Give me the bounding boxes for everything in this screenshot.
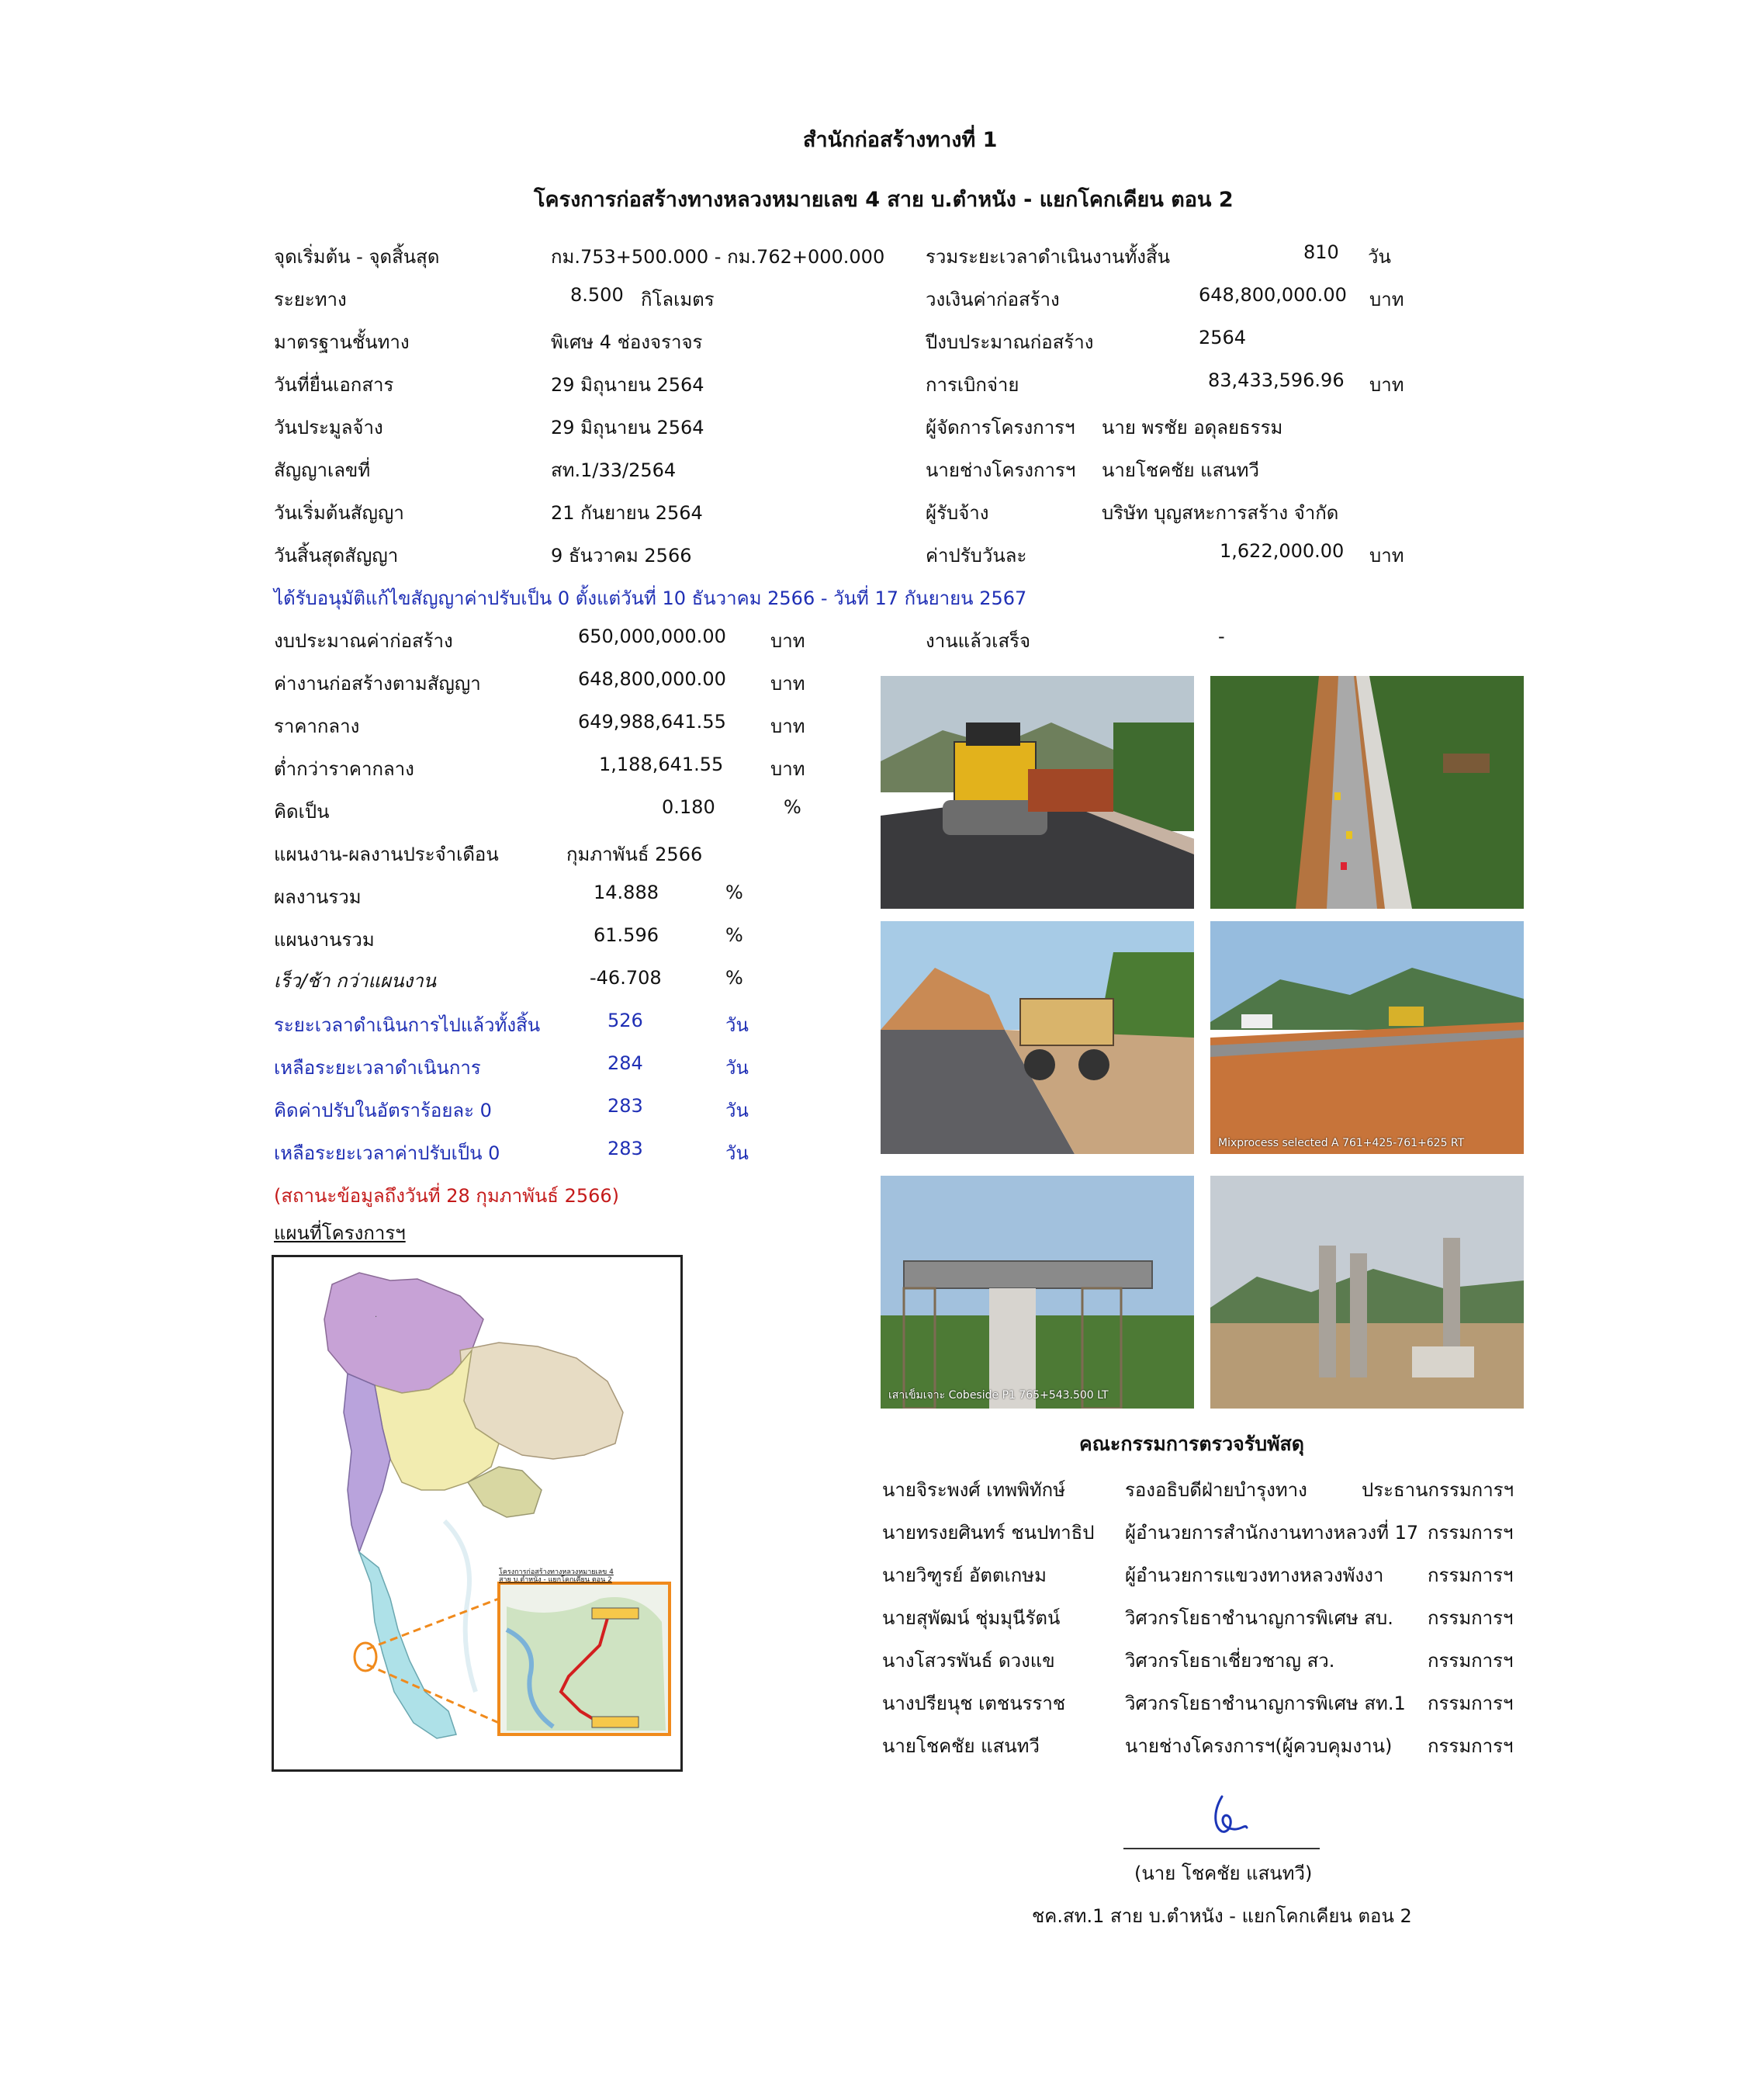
completed-label: งานแล้วเสร็จ <box>926 630 1031 652</box>
committee-position: รองอธิบดีฝ่ายบำรุงทาง <box>1125 1479 1307 1501</box>
progress-label: ผลงานรวม <box>274 886 362 908</box>
info-value: 29 มิถุนายน 2564 <box>551 417 704 438</box>
signature-mark <box>1199 1789 1261 1843</box>
time-unit: วัน <box>725 1100 749 1121</box>
info-unit: วัน <box>1368 246 1391 268</box>
photo-bridge-pier <box>881 1176 1194 1409</box>
progress-value: 14.888 <box>594 882 659 903</box>
project-map <box>272 1255 683 1772</box>
info-label: วันที่ยื่นเอกสาร <box>274 374 394 396</box>
photo-asphalt-paving <box>881 676 1194 909</box>
info-label: ค่าปรับวันละ <box>926 545 1027 567</box>
info-value: 21 กันยายน 2564 <box>551 502 703 524</box>
thailand-map-graphic <box>274 1257 680 1769</box>
info-value: บริษัท บุญสหะการสร้าง จำกัด <box>1102 502 1339 524</box>
time-value: 283 <box>607 1095 643 1117</box>
budget-value: 0.180 <box>662 796 715 818</box>
project-title: โครงการก่อสร้างทางหลวงหมายเลข 4 สาย บ.ตำหนัง - แยกโคกเคียน ตอน 2 <box>534 188 1234 212</box>
committee-position: วิศวกรโยธาชำนาญการพิเศษ สท.1 <box>1125 1693 1406 1714</box>
committee-position: ผู้อำนวยการแขวงทางหลวงพังงา <box>1125 1565 1384 1586</box>
info-label: ปีงบประมาณก่อสร้าง <box>926 331 1094 353</box>
plan-month-value: กุมภาพันธ์ 2566 <box>566 844 703 865</box>
signature-name: (นาย โชคชัย แสนทวี) <box>1134 1863 1313 1884</box>
status-note: (สถานะข้อมูลถึงวันที่ 28 กุมภาพันธ์ 2566) <box>274 1185 620 1207</box>
committee-role: กรรมการฯ <box>1428 1735 1514 1757</box>
time-value: 526 <box>607 1010 643 1031</box>
committee-name: นายจิระพงศ์ เทพพิทักษ์ <box>882 1479 1066 1501</box>
budget-unit: บาท <box>770 673 805 695</box>
committee-name: นางปรียนุช เตชนรราช <box>882 1693 1066 1714</box>
info-value: พิเศษ 4 ช่องจราจร <box>551 331 703 353</box>
progress-label: เร็ว/ช้า กว่าแผนงาน <box>274 970 437 992</box>
photo-mixprocess <box>1210 921 1524 1154</box>
budget-label: ค่างานก่อสร้างตามสัญญา <box>274 673 481 695</box>
committee-name: นายวิฑูรย์ อัตตเกษม <box>882 1565 1047 1586</box>
budget-value: 649,988,641.55 <box>578 711 726 733</box>
info-label: ผู้รับจ้าง <box>926 502 989 524</box>
info-label: รวมระยะเวลาดำเนินงานทั้งสิ้น <box>926 246 1171 268</box>
committee-position: ผู้อำนวยการสำนักงานทางหลวงที่ 17 <box>1125 1522 1419 1544</box>
photo-caption: เสาเข็มเจาะ Cobeside P1 765+543.500 LT <box>888 1389 1109 1402</box>
info-unit: บาท <box>1369 374 1404 396</box>
svg-text:·: · <box>375 1313 378 1322</box>
committee-position: นายช่างโครงการฯ(ผู้ควบคุมงาน) <box>1125 1735 1393 1757</box>
photo-grader-roadside <box>881 921 1194 1154</box>
info-label: นายช่างโครงการฯ <box>926 459 1076 481</box>
info-label: วงเงินค่าก่อสร้าง <box>926 289 1060 310</box>
committee-title: คณะกรรมการตรวจรับพัสดุ <box>1079 1433 1305 1455</box>
time-value: 283 <box>607 1138 643 1159</box>
committee-name: นางโสวรพันธ์ ดวงแข <box>882 1650 1055 1672</box>
progress-unit: % <box>725 924 743 946</box>
photo-piers-site <box>1210 1176 1524 1409</box>
time-label: เหลือระยะเวลาค่าปรับเป็น 0 <box>274 1142 500 1164</box>
info-label: ระยะทาง <box>274 289 347 310</box>
budget-unit: % <box>784 796 801 818</box>
time-value: 284 <box>607 1052 643 1074</box>
committee-role: กรรมการฯ <box>1428 1607 1514 1629</box>
budget-value: 1,188,641.55 <box>599 754 724 775</box>
committee-role: กรรมการฯ <box>1428 1693 1514 1714</box>
info-value: กม.753+500.000 - กม.762+000.000 <box>551 246 885 268</box>
time-label: ระยะเวลาดำเนินการไปแล้วทั้งสิ้น <box>274 1014 541 1036</box>
progress-value: -46.708 <box>590 967 662 989</box>
committee-name: นายทรงยศินทร์ ชนปทาธิป <box>882 1522 1095 1544</box>
budget-value: 650,000,000.00 <box>578 625 726 647</box>
map-title: แผนที่โครงการฯ <box>274 1222 406 1244</box>
time-unit: วัน <box>725 1142 749 1164</box>
time-unit: วัน <box>725 1057 749 1079</box>
info-value: สท.1/33/2564 <box>551 459 677 481</box>
committee-role: ประธานกรรมการฯ <box>1362 1479 1514 1501</box>
info-value: นายโชคชัย แสนทวี <box>1102 459 1259 481</box>
info-value: 83,433,596.96 <box>1208 369 1345 391</box>
info-unit: บาท <box>1369 545 1404 567</box>
info-label: มาตรฐานชั้นทาง <box>274 331 410 353</box>
progress-unit: % <box>725 967 743 989</box>
office-title: สำนักก่อสร้างทางที่ 1 <box>803 128 998 152</box>
budget-unit: บาท <box>770 716 805 737</box>
time-label: คิดค่าปรับในอัตราร้อยละ 0 <box>274 1100 492 1121</box>
completed-value: - <box>1218 625 1225 647</box>
committee-role: กรรมการฯ <box>1428 1522 1514 1544</box>
info-value: 8.500 <box>570 284 624 306</box>
info-label: การเบิกจ่าย <box>926 374 1019 396</box>
info-value: 1,622,000.00 <box>1220 540 1345 562</box>
time-unit: วัน <box>725 1014 749 1036</box>
photo-aerial-highway <box>1210 676 1524 909</box>
committee-name: นายสุพัฒน์ ชุ่มมุนีรัตน์ <box>882 1607 1061 1629</box>
photo-caption: Mixprocess selected A 761+425-761+625 RT <box>1218 1137 1465 1149</box>
budget-unit: บาท <box>770 758 805 780</box>
plan-month-label: แผนงาน-ผลงานประจำเดือน <box>274 844 499 865</box>
budget-label: ต่ำกว่าราคากลาง <box>274 758 414 780</box>
signature-line <box>1123 1848 1320 1849</box>
info-value: 810 <box>1303 241 1339 263</box>
time-label: เหลือระยะเวลาดำเนินการ <box>274 1057 481 1079</box>
info-value: นาย พรชัย อดุลยธรรม <box>1102 417 1283 438</box>
signature-position: ชค.สท.1 สาย บ.ตำหนัง - แยกโคกเคียน ตอน 2 <box>1032 1905 1412 1927</box>
map-inset-subtitle: สาย บ.ตำหนัง - แยกโคกเคียน ตอน 2 <box>499 1576 612 1584</box>
info-unit: กิโลเมตร <box>641 289 715 310</box>
info-value: 29 มิถุนายน 2564 <box>551 374 704 396</box>
info-label: สัญญาเลขที่ <box>274 459 371 481</box>
budget-label: คิดเป็น <box>274 801 330 823</box>
committee-position: วิศวกรโยธาเชี่ยวชาญ สว. <box>1125 1650 1335 1672</box>
info-value: 648,800,000.00 <box>1199 284 1347 306</box>
info-unit: บาท <box>1369 289 1404 310</box>
budget-label: งบประมาณค่าก่อสร้าง <box>274 630 453 652</box>
info-value: 2564 <box>1199 327 1247 348</box>
approval-note: ได้รับอนุมัติแก้ไขสัญญาค่าปรับเป็น 0 ตั้งแต่วันที่ 10 ธันวาคม 2566 - วันที่ 17 กันยายน 2567 <box>274 587 1027 609</box>
info-value: 9 ธันวาคม 2566 <box>551 545 692 567</box>
budget-label: ราคากลาง <box>274 716 360 737</box>
info-label: วันประมูลจ้าง <box>274 417 383 438</box>
progress-value: 61.596 <box>594 924 659 946</box>
info-label: วันสิ้นสุดสัญญา <box>274 545 399 567</box>
budget-unit: บาท <box>770 630 805 652</box>
info-label: ผู้จัดการโครงการฯ <box>926 417 1075 438</box>
committee-position: วิศวกรโยธาชำนาญการพิเศษ สบ. <box>1125 1607 1393 1629</box>
committee-role: กรรมการฯ <box>1428 1565 1514 1586</box>
map-inset-title: โครงการก่อสร้างทางหลวงหมายเลข 4 <box>499 1568 614 1576</box>
progress-label: แผนงานรวม <box>274 929 375 951</box>
progress-unit: % <box>725 882 743 903</box>
info-label: วันเริ่มต้นสัญญา <box>274 502 404 524</box>
budget-value: 648,800,000.00 <box>578 668 726 690</box>
committee-name: นายโชคชัย แสนทวี <box>882 1735 1040 1757</box>
info-label: จุดเริ่มต้น - จุดสิ้นสุด <box>274 246 440 268</box>
committee-role: กรรมการฯ <box>1428 1650 1514 1672</box>
